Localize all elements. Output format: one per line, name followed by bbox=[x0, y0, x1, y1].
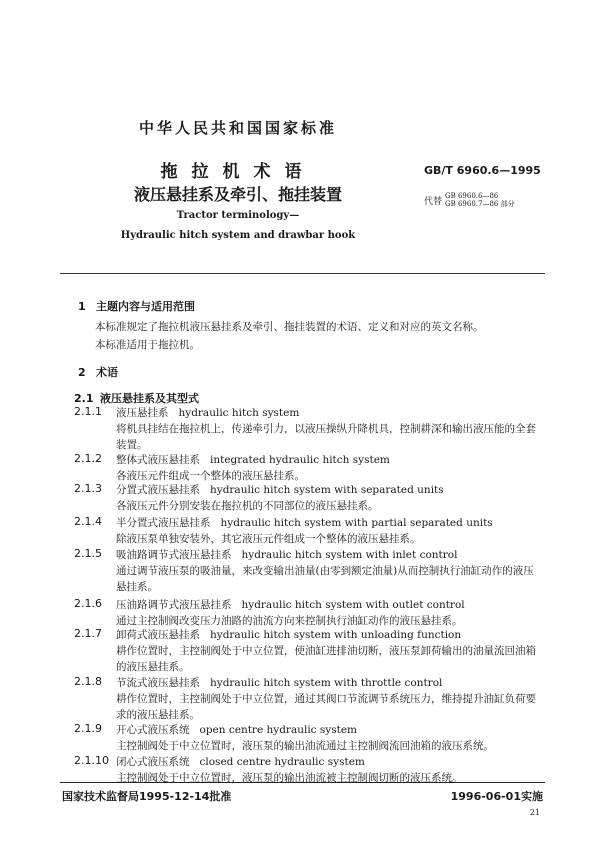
section-number: 1 bbox=[78, 300, 86, 313]
term-english: hydraulic hitch system with inlet control bbox=[241, 549, 458, 561]
term-heading bbox=[116, 547, 544, 563]
term-entry bbox=[74, 452, 544, 484]
replaces-block bbox=[424, 192, 515, 208]
term-heading bbox=[116, 515, 544, 531]
term-entry bbox=[74, 482, 544, 514]
term-chinese: 整体式液压悬挂系 bbox=[116, 454, 200, 466]
term-english: hydraulic hitch system with throttle control bbox=[210, 677, 443, 689]
term-definition: 耕作位置时，主控制阀处于中立位置，通过其阀口节流调节系统压力，维持提升油缸负荷要求的液压悬挂系。 bbox=[116, 693, 536, 721]
term-chinese: 分置式液压悬挂系 bbox=[116, 484, 200, 496]
section-number: 2 bbox=[78, 366, 86, 379]
term-english: hydraulic hitch system with outlet control bbox=[241, 599, 465, 611]
term-chinese: 半分置式液压悬挂系 bbox=[116, 517, 211, 529]
term-heading bbox=[116, 754, 544, 770]
replaces-label: 代替 bbox=[424, 196, 443, 207]
term-chinese: 压油路调节式液压悬挂系 bbox=[116, 599, 232, 611]
term-definition: 通过主控制阀改变压力油路的油流方向来控制执行油缸动作的液压悬挂系。 bbox=[116, 615, 463, 627]
section-title: 液压悬挂系及其型式 bbox=[100, 392, 199, 405]
replaces-item: GB 6960.6—86 bbox=[445, 192, 499, 200]
term-definition: 耕作位置时，主控制阀处于中立位置，使油缸进排油切断，液压泵卸荷输出的油量流回油箱的液压悬挂系。 bbox=[116, 645, 536, 673]
term-definition: 将机具挂结在拖拉机上，传递牵引力，以液压操纵升降机具，控制耕深和输出液压能的全套装置。 bbox=[116, 423, 536, 451]
effective-date: 1996-06-01实施 bbox=[450, 790, 543, 803]
term-chinese: 液压悬挂系 bbox=[116, 407, 169, 419]
term-definition: 各液压元件分别安装在拖拉机的不同部位的液压悬挂系。 bbox=[116, 500, 379, 512]
term-number: 2.1.8 bbox=[74, 675, 102, 688]
section-1-heading bbox=[78, 298, 195, 314]
term-entry bbox=[74, 722, 544, 754]
english-title-2: Hydraulic hitch system and drawbar hook bbox=[120, 230, 356, 241]
term-number: 2.1.2 bbox=[74, 452, 102, 465]
section-number: 2.1 bbox=[74, 392, 94, 405]
term-heading bbox=[116, 675, 544, 691]
paragraph: 本标准适用于拖拉机。 bbox=[95, 339, 200, 351]
term-chinese: 闭心式液压系统 bbox=[116, 756, 190, 768]
header-divider bbox=[60, 273, 545, 274]
term-entry bbox=[74, 547, 544, 595]
term-entry bbox=[74, 675, 544, 723]
term-heading bbox=[116, 405, 544, 421]
section-title: 术语 bbox=[96, 366, 118, 379]
term-definition: 通过调节液压泵的吸油量，来改变输出油量(由零到额定油量)从而控制执行油缸动作的液压悬挂系。 bbox=[116, 565, 534, 593]
footer-divider bbox=[60, 782, 545, 783]
standard-code: GB/T 6960.6—1995 bbox=[424, 164, 541, 177]
term-definition: 除液压泵单独安装外，其它液压元件组成一个整体的液压悬挂系。 bbox=[116, 533, 421, 545]
term-definition: 主控制阀处于中立位置时，液压泵的输出油流通过主控制阀流回油箱的液压系统。 bbox=[116, 740, 494, 752]
term-number: 2.1.3 bbox=[74, 482, 102, 495]
term-entry bbox=[74, 405, 544, 453]
term-number: 2.1.5 bbox=[74, 547, 102, 560]
term-chinese: 开心式液压系统 bbox=[116, 724, 190, 736]
approval-date: 国家技术监督局1995-12-14批准 bbox=[62, 790, 232, 803]
term-number: 2.1.9 bbox=[74, 722, 102, 735]
term-definition: 主控制阀处于中立位置时，液压泵的输出油流被主控制阀切断的液压系统。 bbox=[116, 772, 463, 784]
term-heading bbox=[116, 627, 544, 643]
section-title: 主题内容与适用范围 bbox=[96, 300, 195, 313]
term-heading bbox=[116, 452, 544, 468]
term-chinese: 吸油路调节式液压悬挂系 bbox=[116, 549, 232, 561]
section-2-1-heading bbox=[74, 390, 199, 406]
section-2-heading bbox=[78, 364, 118, 380]
standard-title: 中华人民共和国国家标准 bbox=[138, 119, 337, 137]
term-entry bbox=[74, 627, 544, 675]
term-heading bbox=[116, 482, 544, 498]
term-number: 2.1.1 bbox=[74, 405, 102, 418]
term-chinese: 卸荷式液压悬挂系 bbox=[116, 629, 200, 641]
subtitle: 液压悬挂系及牵引、拖挂装置 bbox=[133, 185, 342, 204]
english-title-1: Tractor terminology— bbox=[176, 210, 300, 221]
term-english: open centre hydraulic system bbox=[199, 724, 357, 736]
term-english: hydraulic hitch system bbox=[178, 407, 300, 419]
term-definition: 各液压元件组成一个整体的液压悬挂系。 bbox=[116, 470, 305, 482]
page-number: 21 bbox=[529, 808, 540, 817]
main-title: 拖拉机术语 bbox=[160, 162, 316, 182]
replaces-item: GB 6960.7—86 部分 bbox=[445, 200, 515, 208]
term-english: hydraulic hitch system with separated units bbox=[210, 484, 444, 496]
term-number: 2.1.7 bbox=[74, 627, 102, 640]
term-english: closed centre hydraulic system bbox=[199, 756, 365, 768]
term-chinese: 节流式液压悬挂系 bbox=[116, 677, 200, 689]
term-number: 2.1.6 bbox=[74, 597, 102, 610]
term-heading bbox=[116, 597, 544, 613]
term-heading bbox=[116, 722, 544, 738]
term-english: hydraulic hitch system with partial separated units bbox=[220, 517, 493, 529]
term-english: integrated hydraulic hitch system bbox=[210, 454, 390, 466]
term-entry bbox=[74, 515, 544, 547]
paragraph: 本标准规定了拖拉机液压悬挂系及牵引、拖挂装置的术语、定义和对应的英文名称。 bbox=[95, 321, 484, 333]
term-number: 2.1.10 bbox=[74, 754, 109, 767]
term-english: hydraulic hitch system with unloading function bbox=[210, 629, 462, 641]
term-number: 2.1.4 bbox=[74, 515, 102, 528]
term-entry bbox=[74, 597, 544, 629]
